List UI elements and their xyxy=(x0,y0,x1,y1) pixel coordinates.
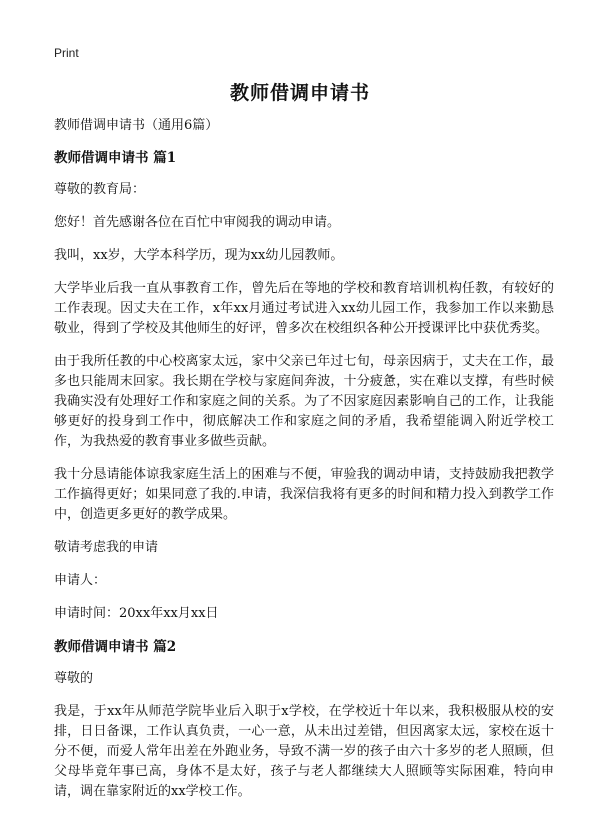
salutation: 尊敬的教育局： xyxy=(54,182,146,197)
request-paragraph: 我十分恳请能体谅我家庭生活上的困难与不便，审验我的调动申请，支持鼓励我把教学工作搞得更好；如果同意了我的.申请，我深信我将有更多的时间和精力投入到教学工作中，创造更多更好的教学成果。 xyxy=(54,467,554,522)
greeting-paragraph: 您好！首先感谢各位在百忙中审阅我的调动申请。 xyxy=(54,215,341,230)
closing-line: 敬请考虑我的申请 xyxy=(54,540,159,555)
intro-paragraph: 我叫，xx岁，大学本科学历，现为xx幼儿园教师。 xyxy=(54,248,344,263)
page-title: 教师借调申请书 xyxy=(229,82,370,104)
section-heading-1: 教师借调申请书 篇1 xyxy=(54,150,177,166)
section-heading-2: 教师借调申请书 篇2 xyxy=(54,639,177,655)
date-line: 申请时间：20xx年xx月xx日 xyxy=(54,606,219,621)
background-paragraph: 大学毕业后我一直从事教育工作，曾先后在等地的学校和教育培训机构任教，有较好的工作表现。因丈夫在工作，x年xx月通过考试进入xx幼儿园工作，我参加工作以来勤恳敬业，得到了学校及其他师生的好评，曾多次在校组织各种公开授课评比中获优秀奖。 xyxy=(54,281,554,336)
reason-paragraph: 由于我所任教的中心校离家太远，家中父亲已年过七旬，母亲因病于，丈夫在工作，最多也只能周末回家。我长期在学校与家庭间奔波，十分疲惫，实在难以支撑，有些时候我确实没有处理好工作和家庭之间的关系。为了不因家庭因素影响自己的工作，让我能够更好的投身到工作中，彻底解决工作和家庭之间的矛盾，我希望能调入附近学校工作，为我热爱的教育事业多做些贡献。 xyxy=(54,354,554,449)
document-body xyxy=(54,116,554,815)
document-subtitle: 教师借调申请书（通用6篇） xyxy=(54,118,219,133)
body-paragraph-2: 我是，于xx年从师范学院毕业后入职于x学校，在学校近十年以来，我积极服从校的安排，日日备课，工作认真负责，一心一意，从未出过差错，但因离家太远，家校在返十分不便，而爱人常年出差在外跑业务，导致不满一岁的孩子由六十多岁的老人照顾，但父母毕竟年事已高，身体不是太好，孩子与老人都继续大人照顾等实际困难，特向申请，调在靠家附近的xx学校工作。 xyxy=(54,704,554,799)
salutation-2: 尊敬的 xyxy=(54,671,94,686)
print-label: Print xyxy=(54,46,79,60)
applicant-line: 申请人： xyxy=(54,573,107,588)
